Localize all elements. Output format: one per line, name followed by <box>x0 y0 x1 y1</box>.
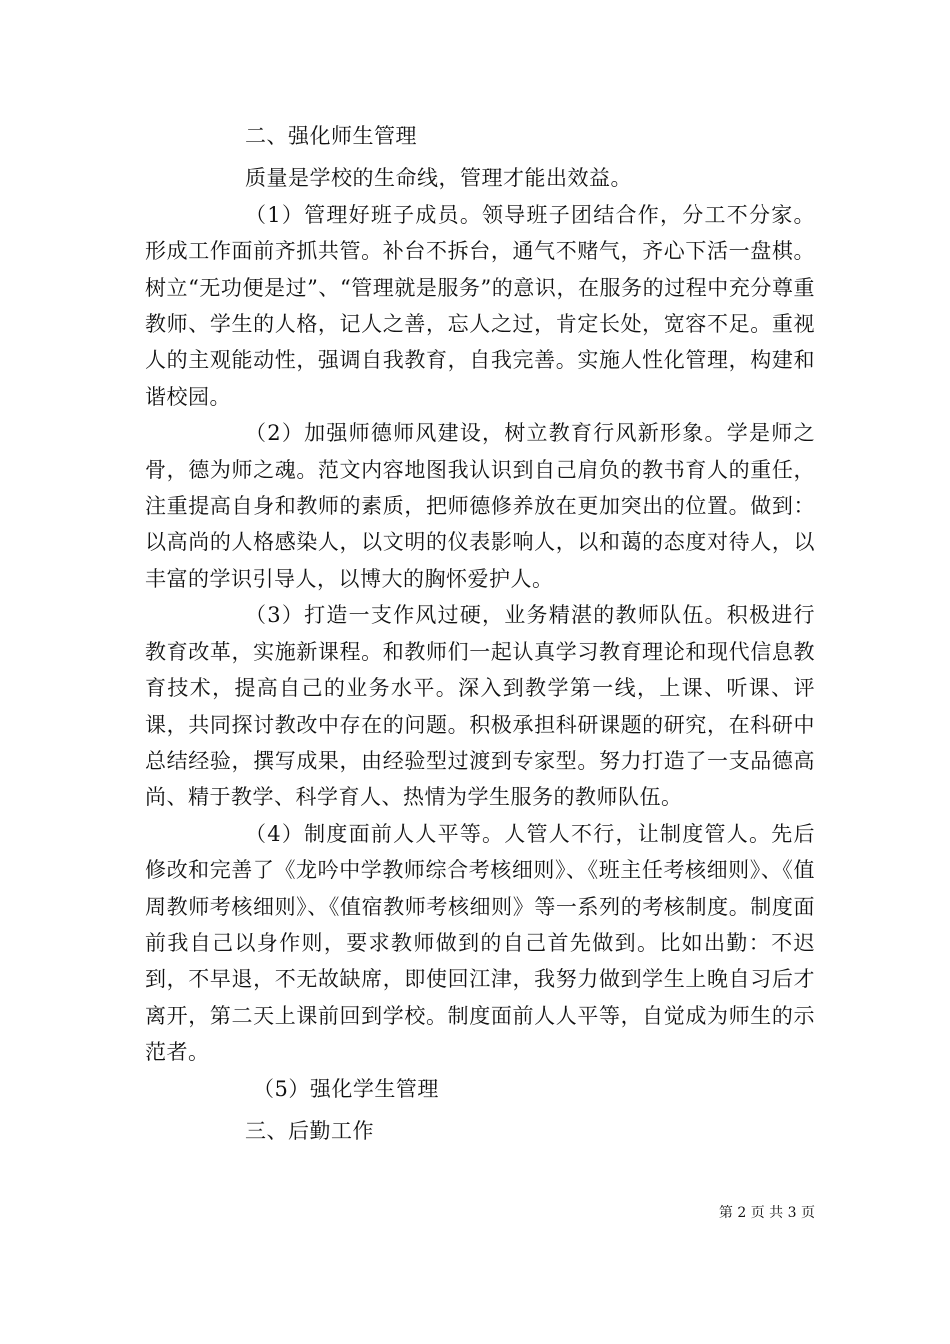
section-heading-2: 二、强化师生管理 <box>245 124 417 148</box>
paragraph-4: （4）制度面前人人平等。人管人不行，让制度管人。先后修改和完善了《龙吟中学教师综合考核细则》、《班主任考核细则》、《值周教师考核细则》、《值宿教师考核细则》等一系列的考核制度。制度面前我自己以身作则，要求教师做到的自己首先做到。比如出勤：不迟到，不早退，不无故缺席，即使回江津，我努力做到学生上晚自习后才离开，第二天上课前回到学校。制度面前人人平等，自觉成为师生的示范者。 <box>145 821 815 1065</box>
document-body <box>145 118 815 1149</box>
paragraph-3: （3）打造一支作风过硬，业务精湛的教师队伍。积极进行教育改革，实施新课程。和教师们一起认真学习教育理论和现代信息教育技术，提高自己的业务水平。深入到教学第一线，上课、听课、评课，共同探讨教改中存在的问题。积极承担科研课题的研究，在科研中总结经验，撰写成果，由经验型过渡到专家型。努力打造了一支品德高尚、精于教学、科学育人、热情为学生服务的教师队伍。 <box>145 603 815 810</box>
page-number: 第 2 页 共 3 页 <box>718 1205 815 1221</box>
item-5: （5）强化学生管理 <box>253 1076 439 1101</box>
paragraph-2: （2）加强师德师风建设，树立教育行风新形象。学是师之骨，德为师之魂。范文内容地图我认识到自己肩负的教书育人的重任，注重提高自身和教师的素质，把师德修养放在更加突出的位置。做到：以高尚的人格感染人，以文明的仪表影响人，以和蔼的态度对待人，以丰富的学识引导人，以博大的胸怀爱护人。 <box>145 421 815 591</box>
section-heading-3: 三、后勤工作 <box>245 1118 374 1143</box>
paragraph-1: （1）管理好班子成员。领导班子团结合作，分工不分家。形成工作面前齐抓共管。补台不拆台，通气不赌气，齐心下活一盘棋。树立“无功便是过”、“管理就是服务”的意识，在服务的过程中充分尊重教师、学生的人格，记人之善，忘人之过，肯定长处，宽容不足。重视人的主观能动性，强调自我教育，自我完善。实施人性化管理，构建和谐校园。 <box>145 202 815 409</box>
intro-paragraph: 质量是学校的生命线，管理才能出效益。 <box>245 166 632 191</box>
